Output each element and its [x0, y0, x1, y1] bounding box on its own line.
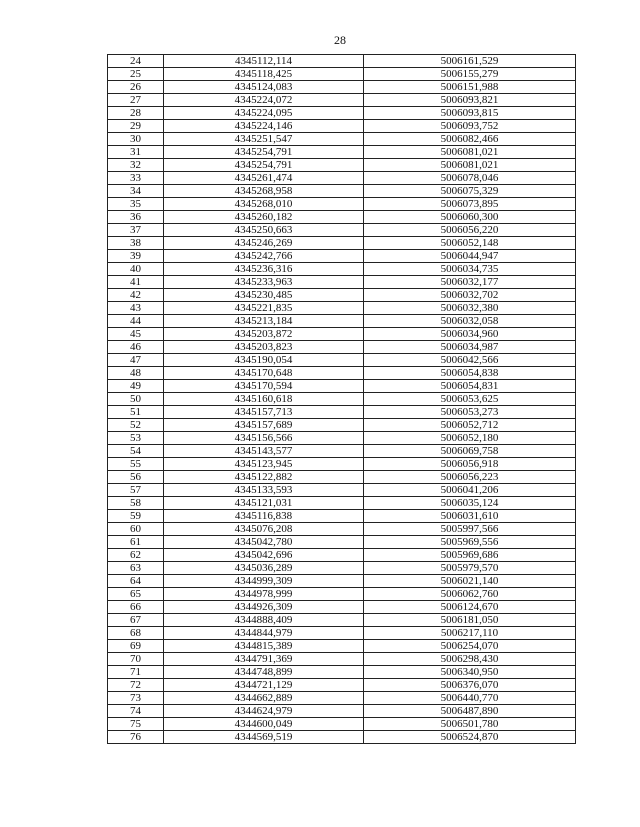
x-coordinate-cell: 4345112,114 — [164, 55, 364, 68]
y-coordinate-cell: 5006034,987 — [364, 341, 576, 354]
y-coordinate-cell: 5006056,220 — [364, 224, 576, 237]
y-coordinate-cell: 5006031,610 — [364, 510, 576, 523]
x-coordinate-cell: 4345076,208 — [164, 523, 364, 536]
x-coordinate-cell: 4345254,791 — [164, 146, 364, 159]
x-coordinate-cell: 4345203,823 — [164, 341, 364, 354]
y-coordinate-cell: 5006073,895 — [364, 198, 576, 211]
y-coordinate-cell: 5006081,021 — [364, 159, 576, 172]
point-number-cell: 34 — [108, 185, 164, 198]
point-number-cell: 75 — [108, 718, 164, 731]
y-coordinate-cell: 5006093,752 — [364, 120, 576, 133]
y-coordinate-cell: 5006032,058 — [364, 315, 576, 328]
y-coordinate-cell: 5006062,760 — [364, 588, 576, 601]
x-coordinate-cell: 4344791,369 — [164, 653, 364, 666]
table-row — [108, 666, 576, 679]
y-coordinate-cell: 5006056,918 — [364, 458, 576, 471]
point-number-cell: 61 — [108, 536, 164, 549]
x-coordinate-cell: 4345203,872 — [164, 328, 364, 341]
x-coordinate-cell: 4344569,519 — [164, 731, 364, 744]
point-number-cell: 74 — [108, 705, 164, 718]
x-coordinate-cell: 4345213,184 — [164, 315, 364, 328]
x-coordinate-cell: 4344926,309 — [164, 601, 364, 614]
x-coordinate-cell: 4345116,838 — [164, 510, 364, 523]
y-coordinate-cell: 5005997,566 — [364, 523, 576, 536]
table-row — [108, 718, 576, 731]
y-coordinate-cell: 5006034,960 — [364, 328, 576, 341]
y-coordinate-cell: 5006093,815 — [364, 107, 576, 120]
y-coordinate-cell: 5006075,329 — [364, 185, 576, 198]
table-row — [108, 640, 576, 653]
table-row — [108, 497, 576, 510]
point-number-cell: 69 — [108, 640, 164, 653]
point-number-cell: 58 — [108, 497, 164, 510]
y-coordinate-cell: 5006487,890 — [364, 705, 576, 718]
y-coordinate-cell: 5006044,947 — [364, 250, 576, 263]
y-coordinate-cell: 5005979,570 — [364, 562, 576, 575]
x-coordinate-cell: 4345133,593 — [164, 484, 364, 497]
x-coordinate-cell: 4345121,031 — [164, 497, 364, 510]
table-row — [108, 380, 576, 393]
y-coordinate-cell: 5006376,070 — [364, 679, 576, 692]
x-coordinate-cell: 4345157,689 — [164, 419, 364, 432]
table-row — [108, 705, 576, 718]
point-number-cell: 72 — [108, 679, 164, 692]
table-row — [108, 406, 576, 419]
point-number-cell: 35 — [108, 198, 164, 211]
x-coordinate-cell: 4345268,958 — [164, 185, 364, 198]
y-coordinate-cell: 5006501,780 — [364, 718, 576, 731]
point-number-cell: 39 — [108, 250, 164, 263]
point-number-cell: 73 — [108, 692, 164, 705]
x-coordinate-cell: 4344844,979 — [164, 627, 364, 640]
y-coordinate-cell: 5006254,070 — [364, 640, 576, 653]
point-number-cell: 70 — [108, 653, 164, 666]
page-number: 28 — [334, 33, 346, 47]
table-row — [108, 341, 576, 354]
table-row — [108, 198, 576, 211]
y-coordinate-cell: 5006054,838 — [364, 367, 576, 380]
x-coordinate-cell: 4345190,054 — [164, 354, 364, 367]
point-number-cell: 36 — [108, 211, 164, 224]
y-coordinate-cell: 5006155,279 — [364, 68, 576, 81]
point-number-cell: 42 — [108, 289, 164, 302]
y-coordinate-cell: 5006340,950 — [364, 666, 576, 679]
x-coordinate-cell: 4345254,791 — [164, 159, 364, 172]
point-number-cell: 49 — [108, 380, 164, 393]
table-row — [108, 250, 576, 263]
y-coordinate-cell: 5006151,988 — [364, 81, 576, 94]
y-coordinate-cell: 5006124,670 — [364, 601, 576, 614]
x-coordinate-cell: 4345224,072 — [164, 94, 364, 107]
point-number-cell: 56 — [108, 471, 164, 484]
y-coordinate-cell: 5006032,380 — [364, 302, 576, 315]
y-coordinate-cell: 5006078,046 — [364, 172, 576, 185]
table-row — [108, 94, 576, 107]
y-coordinate-cell: 5006060,300 — [364, 211, 576, 224]
point-number-cell: 68 — [108, 627, 164, 640]
point-number-cell: 32 — [108, 159, 164, 172]
y-coordinate-cell: 5006181,050 — [364, 614, 576, 627]
table-row — [108, 731, 576, 744]
y-coordinate-cell: 5006440,770 — [364, 692, 576, 705]
x-coordinate-cell: 4345157,713 — [164, 406, 364, 419]
x-coordinate-cell: 4345036,289 — [164, 562, 364, 575]
y-coordinate-cell: 5006052,148 — [364, 237, 576, 250]
x-coordinate-cell: 4345224,146 — [164, 120, 364, 133]
table-row — [108, 445, 576, 458]
point-number-cell: 57 — [108, 484, 164, 497]
x-coordinate-cell: 4345124,083 — [164, 81, 364, 94]
table-row — [108, 614, 576, 627]
point-number-cell: 46 — [108, 341, 164, 354]
x-coordinate-cell: 4345224,095 — [164, 107, 364, 120]
x-coordinate-cell: 4344978,999 — [164, 588, 364, 601]
table-row — [108, 237, 576, 250]
x-coordinate-cell: 4345156,566 — [164, 432, 364, 445]
y-coordinate-cell: 5006056,223 — [364, 471, 576, 484]
point-number-cell: 29 — [108, 120, 164, 133]
point-number-cell: 41 — [108, 276, 164, 289]
table-row — [108, 146, 576, 159]
y-coordinate-cell: 5006034,735 — [364, 263, 576, 276]
x-coordinate-cell: 4345261,474 — [164, 172, 364, 185]
x-coordinate-cell: 4344748,899 — [164, 666, 364, 679]
y-coordinate-cell: 5006082,466 — [364, 133, 576, 146]
x-coordinate-cell: 4345221,835 — [164, 302, 364, 315]
table-row — [108, 549, 576, 562]
table-row — [108, 276, 576, 289]
y-coordinate-cell: 5006161,529 — [364, 55, 576, 68]
y-coordinate-cell: 5006081,021 — [364, 146, 576, 159]
x-coordinate-cell: 4344815,389 — [164, 640, 364, 653]
table-row — [108, 536, 576, 549]
y-coordinate-cell: 5006041,206 — [364, 484, 576, 497]
table-row — [108, 575, 576, 588]
table-row — [108, 68, 576, 81]
x-coordinate-cell: 4345170,648 — [164, 367, 364, 380]
point-number-cell: 38 — [108, 237, 164, 250]
table-row — [108, 263, 576, 276]
point-number-cell: 24 — [108, 55, 164, 68]
y-coordinate-cell: 5006035,124 — [364, 497, 576, 510]
table-row — [108, 419, 576, 432]
y-coordinate-cell: 5006217,110 — [364, 627, 576, 640]
x-coordinate-cell: 4345160,618 — [164, 393, 364, 406]
table-row — [108, 159, 576, 172]
table-row — [108, 172, 576, 185]
table-row — [108, 133, 576, 146]
table-row — [108, 653, 576, 666]
x-coordinate-cell: 4344662,889 — [164, 692, 364, 705]
table-row — [108, 289, 576, 302]
table-row — [108, 224, 576, 237]
table-row — [108, 484, 576, 497]
point-number-cell: 65 — [108, 588, 164, 601]
x-coordinate-cell: 4345233,963 — [164, 276, 364, 289]
point-number-cell: 47 — [108, 354, 164, 367]
point-number-cell: 63 — [108, 562, 164, 575]
y-coordinate-cell: 5006052,180 — [364, 432, 576, 445]
point-number-cell: 67 — [108, 614, 164, 627]
x-coordinate-cell: 4345170,594 — [164, 380, 364, 393]
point-number-cell: 52 — [108, 419, 164, 432]
y-coordinate-cell: 5005969,686 — [364, 549, 576, 562]
point-number-cell: 50 — [108, 393, 164, 406]
x-coordinate-cell: 4345122,882 — [164, 471, 364, 484]
x-coordinate-cell: 4345251,547 — [164, 133, 364, 146]
table-row — [108, 458, 576, 471]
point-number-cell: 55 — [108, 458, 164, 471]
point-number-cell: 44 — [108, 315, 164, 328]
point-number-cell: 40 — [108, 263, 164, 276]
x-coordinate-cell: 4345118,425 — [164, 68, 364, 81]
table-row — [108, 432, 576, 445]
y-coordinate-cell: 5006053,625 — [364, 393, 576, 406]
point-number-cell: 33 — [108, 172, 164, 185]
y-coordinate-cell: 5006021,140 — [364, 575, 576, 588]
table-row — [108, 302, 576, 315]
x-coordinate-cell: 4345260,182 — [164, 211, 364, 224]
table-row — [108, 120, 576, 133]
y-coordinate-cell: 5006032,702 — [364, 289, 576, 302]
point-number-cell: 45 — [108, 328, 164, 341]
table-row — [108, 627, 576, 640]
point-number-cell: 53 — [108, 432, 164, 445]
y-coordinate-cell: 5006032,177 — [364, 276, 576, 289]
table-row — [108, 679, 576, 692]
table-row — [108, 81, 576, 94]
y-coordinate-cell: 5006093,821 — [364, 94, 576, 107]
point-number-cell: 31 — [108, 146, 164, 159]
point-number-cell: 30 — [108, 133, 164, 146]
point-number-cell: 71 — [108, 666, 164, 679]
x-coordinate-cell: 4344999,309 — [164, 575, 364, 588]
coordinates-table-body — [108, 55, 576, 744]
x-coordinate-cell: 4345123,945 — [164, 458, 364, 471]
point-number-cell: 48 — [108, 367, 164, 380]
table-row — [108, 315, 576, 328]
table-row — [108, 55, 576, 68]
table-row — [108, 562, 576, 575]
x-coordinate-cell: 4345250,663 — [164, 224, 364, 237]
coordinates-table — [107, 54, 576, 744]
table-row — [108, 211, 576, 224]
table-row — [108, 601, 576, 614]
table-row — [108, 471, 576, 484]
x-coordinate-cell: 4345246,269 — [164, 237, 364, 250]
table-row — [108, 523, 576, 536]
point-number-cell: 76 — [108, 731, 164, 744]
table-row — [108, 510, 576, 523]
table-row — [108, 354, 576, 367]
table-row — [108, 588, 576, 601]
table-row — [108, 393, 576, 406]
y-coordinate-cell: 5006052,712 — [364, 419, 576, 432]
y-coordinate-cell: 5006069,758 — [364, 445, 576, 458]
y-coordinate-cell: 5005969,556 — [364, 536, 576, 549]
x-coordinate-cell: 4345042,696 — [164, 549, 364, 562]
x-coordinate-cell: 4345236,316 — [164, 263, 364, 276]
y-coordinate-cell: 5006298,430 — [364, 653, 576, 666]
x-coordinate-cell: 4345042,780 — [164, 536, 364, 549]
table-row — [108, 107, 576, 120]
point-number-cell: 28 — [108, 107, 164, 120]
table-row — [108, 367, 576, 380]
point-number-cell: 59 — [108, 510, 164, 523]
point-number-cell: 27 — [108, 94, 164, 107]
y-coordinate-cell: 5006524,870 — [364, 731, 576, 744]
x-coordinate-cell: 4345242,766 — [164, 250, 364, 263]
x-coordinate-cell: 4344600,049 — [164, 718, 364, 731]
y-coordinate-cell: 5006042,566 — [364, 354, 576, 367]
x-coordinate-cell: 4344721,129 — [164, 679, 364, 692]
table-row — [108, 185, 576, 198]
point-number-cell: 64 — [108, 575, 164, 588]
x-coordinate-cell: 4345268,010 — [164, 198, 364, 211]
point-number-cell: 51 — [108, 406, 164, 419]
point-number-cell: 26 — [108, 81, 164, 94]
point-number-cell: 62 — [108, 549, 164, 562]
point-number-cell: 37 — [108, 224, 164, 237]
x-coordinate-cell: 4345230,485 — [164, 289, 364, 302]
table-row — [108, 328, 576, 341]
x-coordinate-cell: 4344624,979 — [164, 705, 364, 718]
table-row — [108, 692, 576, 705]
point-number-cell: 54 — [108, 445, 164, 458]
y-coordinate-cell: 5006053,273 — [364, 406, 576, 419]
point-number-cell: 60 — [108, 523, 164, 536]
point-number-cell: 43 — [108, 302, 164, 315]
point-number-cell: 25 — [108, 68, 164, 81]
y-coordinate-cell: 5006054,831 — [364, 380, 576, 393]
x-coordinate-cell: 4344888,409 — [164, 614, 364, 627]
x-coordinate-cell: 4345143,577 — [164, 445, 364, 458]
point-number-cell: 66 — [108, 601, 164, 614]
